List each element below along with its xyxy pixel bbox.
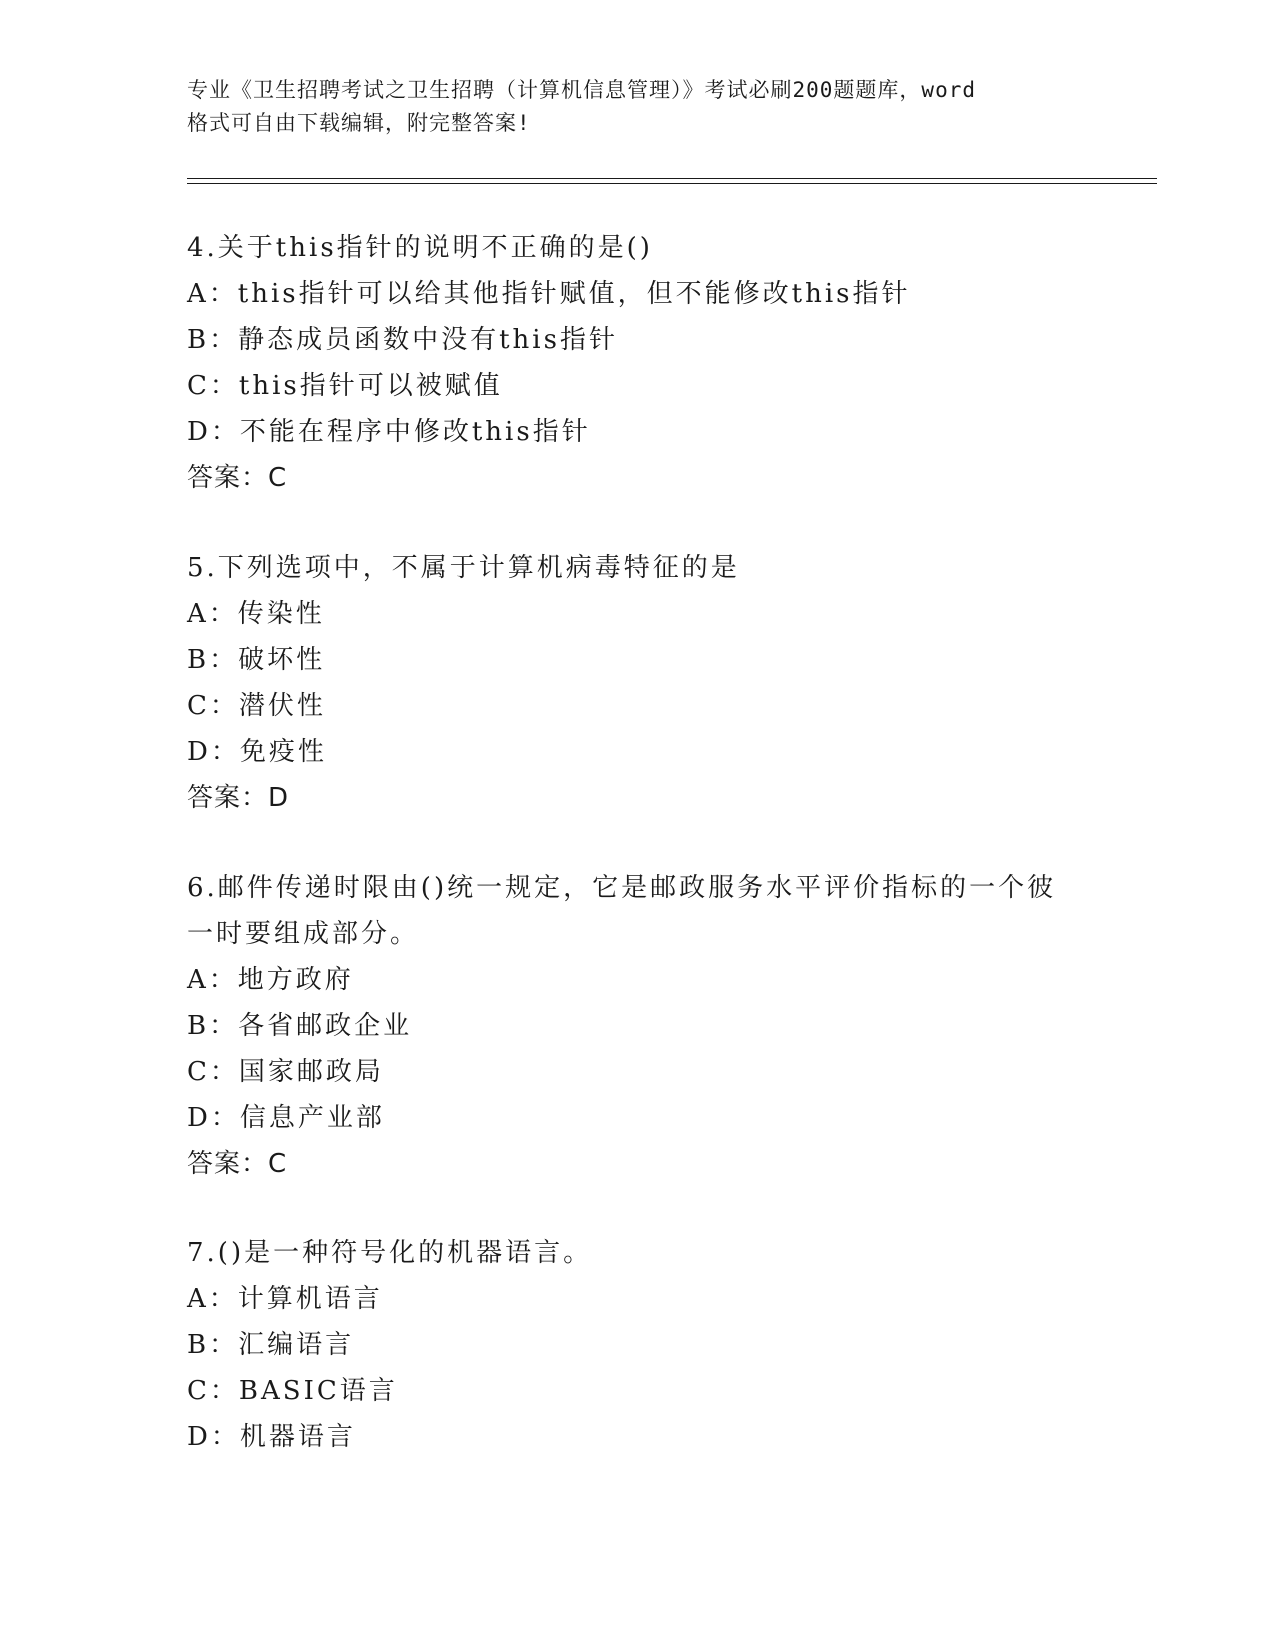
document-header (187, 74, 1107, 140)
question-stem-line-1: 6.邮件传递时限由()统一规定，它是邮政服务水平评价指标的一个彼 (187, 873, 1057, 903)
option-b: B：汇编语言 (187, 1330, 355, 1360)
header-line-1: 专业《卫生招聘考试之卫生招聘（计算机信息管理）》考试必刷200题题库，word (187, 78, 976, 102)
option-a: A：计算机语言 (187, 1284, 383, 1314)
answer: 答案：C (187, 1149, 288, 1179)
option-c: C：国家邮政局 (187, 1057, 384, 1087)
question-6 (187, 865, 1147, 1187)
option-d: D：不能在程序中修改this指针 (187, 417, 591, 447)
option-d: D：信息产业部 (187, 1103, 385, 1133)
header-divider-bottom (187, 183, 1157, 184)
answer: 答案：D (187, 783, 290, 813)
question-4 (187, 225, 1147, 501)
question-5 (187, 545, 1147, 821)
option-c: C：潜伏性 (187, 691, 326, 721)
option-c: C：BASIC语言 (187, 1376, 398, 1406)
question-stem: 5.下列选项中，不属于计算机病毒特征的是 (187, 553, 740, 583)
question-stem-line-2: 一时要组成部分。 (187, 919, 420, 949)
option-b: B：破坏性 (187, 645, 326, 675)
question-7 (187, 1230, 1147, 1460)
question-stem: 4.关于this指针的说明不正确的是() (187, 233, 653, 263)
option-b: B：各省邮政企业 (187, 1011, 413, 1041)
option-a: A：地方政府 (187, 965, 354, 995)
option-a: A：传染性 (187, 599, 325, 629)
option-c: C：this指针可以被赋值 (187, 371, 503, 401)
option-d: D：免疫性 (187, 737, 327, 767)
option-b: B：静态成员函数中没有this指针 (187, 325, 618, 355)
answer: 答案：C (187, 463, 288, 493)
question-stem: 7.()是一种符号化的机器语言。 (187, 1238, 593, 1268)
option-a: A：this指针可以给其他指针赋值，但不能修改this指针 (187, 279, 911, 309)
header-divider-top (187, 178, 1157, 179)
header-line-2: 格式可自由下载编辑，附完整答案! (187, 111, 531, 135)
option-d: D：机器语言 (187, 1422, 356, 1452)
